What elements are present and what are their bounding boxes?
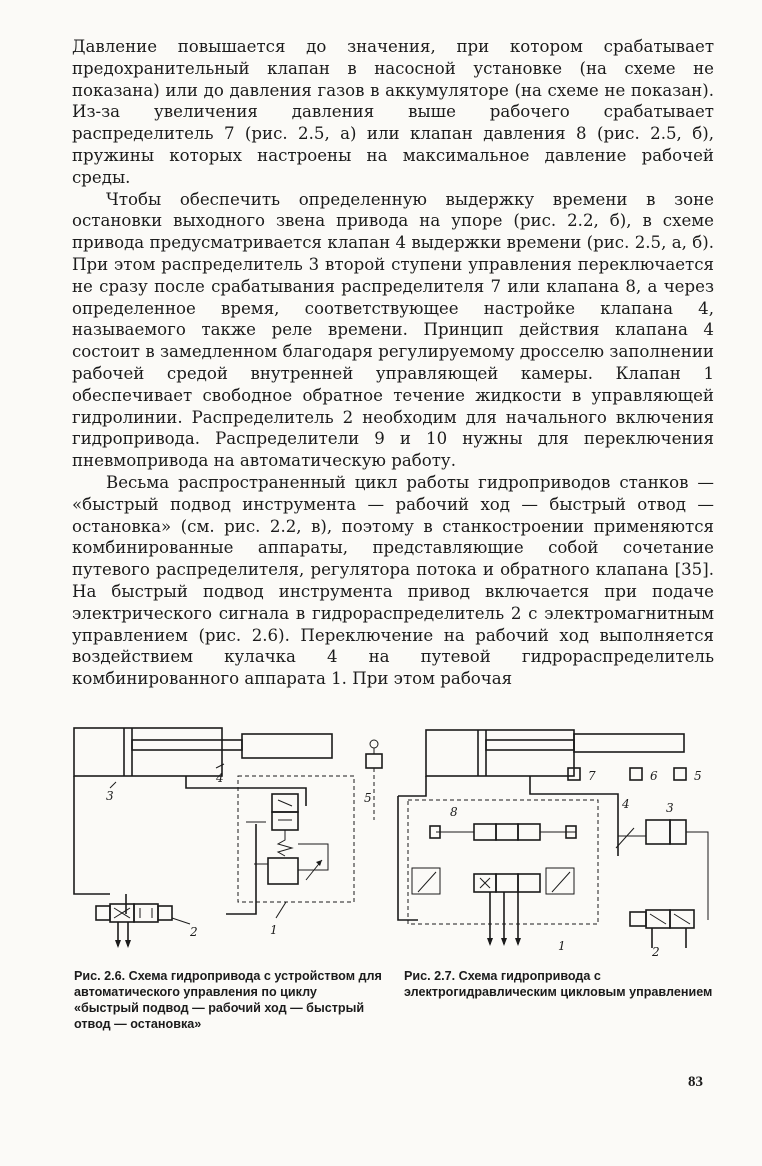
fig27-label-1: 1 <box>558 939 566 953</box>
figure-2-7-diagram <box>390 724 730 956</box>
paragraph-2: Чтобы обеспечить определенную выдержку времени в зоне остановки выходного звена привода на упоре (рис. 2.2, б), в схеме привода предусматривается клапан 4 выдержки времени (рис. 2.5, а, б). При этом распределитель 3 второй ступени управления переключается не сразу после срабатывания распределителя 7 или клапана 8, а через определенное время, соответствующее настройке клапана 4, называемого также реле времени. Принцип действия клапана 4 состоит в замедленном благодаря регулируемому дросселю заполнении рабочей средой внутренней управляющей камеры. Клапан 1 обеспечивает свободное обратное течение жидкости в управляющей гидролинии. Распределитель 2 необходим для начального включения гидропривода. Распределители 9 и 10 нужны для переключения пневмопривода на автоматическую работу. <box>72 189 714 471</box>
fig27-label-8: 8 <box>450 805 458 819</box>
page-number: 83 <box>688 1074 703 1090</box>
fig26-label-1: 1 <box>270 923 278 937</box>
figure-2-6-caption: Рис. 2.6. Схема гидропривода с устройством для автоматического управления по циклу «быстрый подвод — рабочий ход — быстрый отвод — остановка» <box>74 969 382 1031</box>
fig26-label-2: 2 <box>190 925 198 939</box>
fig27-label-7: 7 <box>588 769 596 783</box>
fig26-label-4: 4 <box>216 771 224 785</box>
paragraph-3: Весьма распространенный цикл работы гидроприводов станков — «быстрый подвод инструмента — рабочий ход — быстрый отвод — остановка» (см. рис. 2.2, в), поэтому в станкостроении применяются комбинированные аппараты, представляющие собой сочетание путевого распределителя, регулятора потока и обратного клапана [35]. На быстрый подвод инструмента привод включается при подаче электрического сигнала в гидрораспределитель 2 с электромагнитным управлением (рис. 2.6). Переключение на рабочий ход выполняется воздействием кулачка 4 на путевой гидрораспределитель комбинированного аппарата 1. При этом рабочая <box>72 472 714 689</box>
fig26-label-3: 3 <box>106 789 114 803</box>
figure-2-7-caption: Рис. 2.7. Схема гидропривода с электрогидравлическим цикловым управлением <box>404 969 713 999</box>
figure-2-6-diagram <box>66 724 396 956</box>
fig26-label-5: 5 <box>364 791 372 805</box>
fig27-label-4: 4 <box>622 797 630 811</box>
fig27-label-2: 2 <box>652 945 660 956</box>
fig27-label-6: 6 <box>650 769 658 783</box>
body-text <box>72 36 714 690</box>
fig27-label-3: 3 <box>666 801 674 815</box>
fig27-label-5: 5 <box>694 769 702 783</box>
paragraph-1: Давление повышается до значения, при котором срабатывает предохранительный клапан в насосной установке (на схеме не показана) или до давления газов в аккумуляторе (на схеме не показан). Из-за увеличения давления выше рабочего срабатывает распределитель 7 (рис. 2.5, а) или клапан давления 8 (рис. 2.5, б), пружины которых настроены на максимальное давление рабочей среды. <box>72 37 714 187</box>
